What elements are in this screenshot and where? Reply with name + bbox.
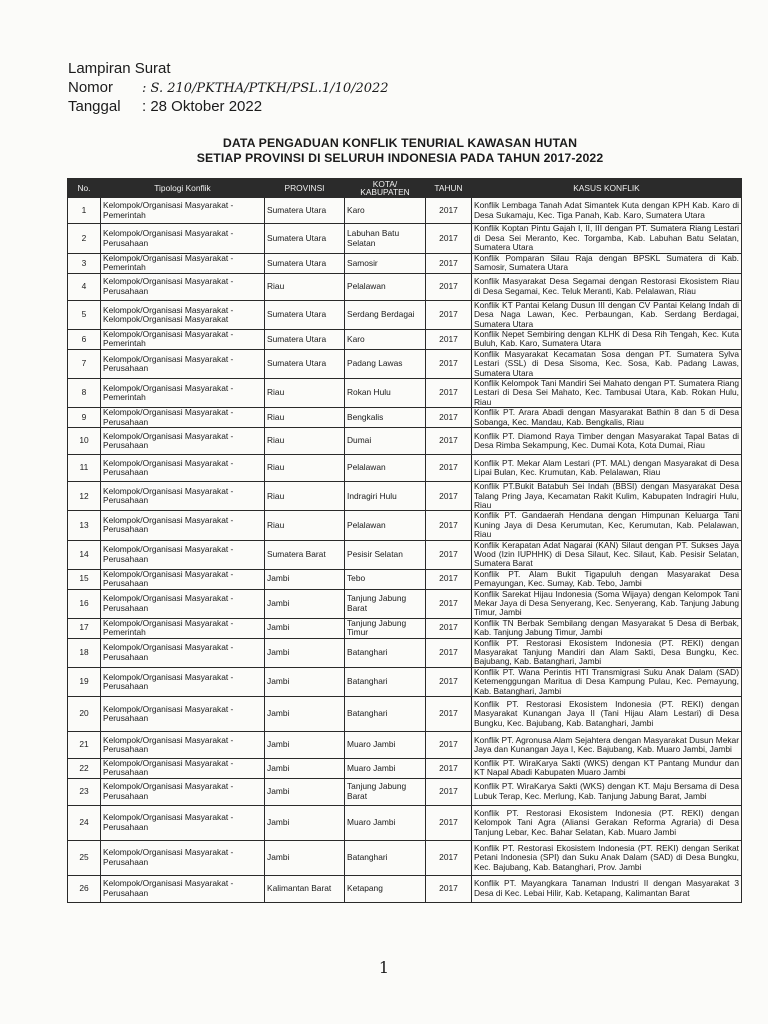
tanggal-row: [68, 98, 389, 117]
title-line-1: DATA PENGADUAN KONFLIK TENURIAL KAWASAN HUTAN: [222, 136, 578, 150]
row-kasus: Konflik PT. Restorasi Ekosistem Indonesia (PT. REKI) dengan Masyarakat Tanjung Mandiri dan Alam Sakti, Desa Bungku, Kec. Bajubang, Kab. Batanghari, Jambi: [472, 638, 742, 667]
row-provinsi: Sumatera Utara: [265, 349, 345, 378]
row-tahun: 2017: [426, 330, 472, 350]
row-provinsi: Jambi: [265, 638, 345, 667]
row-provinsi: Jambi: [265, 667, 345, 696]
table-row: [68, 589, 742, 618]
row-no: 3: [68, 254, 101, 274]
row-kota: Bengkalis: [345, 408, 426, 428]
row-tahun: 2017: [426, 273, 472, 300]
row-kasus: Konflik PT. Mekar Alam Lestari (PT. MAL) dengan Masyarakat di Desa Lipai Bulan, Kec. Krumutan, Kab. Pelalawan, Riau: [472, 455, 742, 482]
row-tipologi: Kelompok/Organisasi Masyarakat - Perusahaan: [101, 569, 265, 589]
row-kota: Batanghari: [345, 667, 426, 696]
row-tipologi: Kelompok/Organisasi Masyarakat - Perusahaan: [101, 428, 265, 455]
row-provinsi: Jambi: [265, 697, 345, 732]
row-kasus: Konflik Sarekat Hijau Indonesia (Soma Wijaya) dengan Kelompok Tani Mekar Jaya di Desa Senyerang, Kec. Senyerang, Kab. Tanjung Jabung Timur, Jambi: [472, 589, 742, 618]
row-tahun: 2017: [426, 589, 472, 618]
table-row: [68, 428, 742, 455]
row-tahun: 2017: [426, 300, 472, 329]
row-tipologi: Kelompok/Organisasi Masyarakat - Perusahaan: [101, 455, 265, 482]
col-header-no: No.: [68, 179, 101, 198]
row-no: 15: [68, 569, 101, 589]
row-kasus: Konflik KT Pantai Kelang Dusun III dengan CV Pantai Kelang Indah di Desa Naga Lawan, Kec. Perbaungan, Kab. Serdang Berdagai, Sumatera Utara: [472, 300, 742, 329]
table-row: [68, 569, 742, 589]
row-no: 24: [68, 805, 101, 840]
row-kasus: Konflik Koptan Pintu Gajah I, II, III dengan PT. Sumatera Riang Lestari di Desa Sei Meranto, Kec. Torgamba, Kab. Labuhan Batu Selatan, Sumatera Utara: [472, 224, 742, 254]
table-row: [68, 455, 742, 482]
row-provinsi: Jambi: [265, 805, 345, 840]
row-provinsi: Jambi: [265, 778, 345, 805]
table-row: [68, 618, 742, 638]
col-header-kota: KOTA/ KABUPATEN: [345, 179, 426, 198]
row-tahun: 2017: [426, 198, 472, 224]
row-provinsi: Kalimantan Barat: [265, 875, 345, 902]
row-no: 21: [68, 732, 101, 759]
row-no: 22: [68, 759, 101, 779]
row-kota: Batanghari: [345, 697, 426, 732]
table-row: [68, 511, 742, 540]
row-provinsi: Riau: [265, 273, 345, 300]
row-provinsi: Jambi: [265, 589, 345, 618]
row-tahun: 2017: [426, 569, 472, 589]
row-no: 10: [68, 428, 101, 455]
table-row: [68, 349, 742, 378]
title-line-2: SETIAP PROVINSI DI SELURUH INDONESIA PADA TAHUN 2017-2022: [196, 151, 604, 165]
row-provinsi: Jambi: [265, 618, 345, 638]
row-kasus: Konflik Kerapatan Adat Nagarai (KAN) Silaut dengan PT. Sukses Jaya Wood (Izin IUPHHK) di Desa Silaut, Kec. Silaut, Kab. Pesisir Selatan, Sumatera Barat: [472, 540, 742, 569]
table-row: [68, 379, 742, 408]
row-tipologi: Kelompok/Organisasi Masyarakat - Perusahaan: [101, 759, 265, 779]
row-no: 2: [68, 224, 101, 254]
row-provinsi: Riau: [265, 455, 345, 482]
row-kota: Tanjung Jabung Barat: [345, 589, 426, 618]
row-no: 5: [68, 300, 101, 329]
row-kota: Pelalawan: [345, 455, 426, 482]
row-no: 16: [68, 589, 101, 618]
col-header-provinsi: PROVINSI: [265, 179, 345, 198]
row-kota: Ketapang: [345, 875, 426, 902]
row-tahun: 2017: [426, 254, 472, 274]
row-tahun: 2017: [426, 618, 472, 638]
row-kota: Pesisir Selatan: [345, 540, 426, 569]
row-tipologi: Kelompok/Organisasi Masyarakat - Pemerintah: [101, 618, 265, 638]
tanggal-value: : 28 Oktober 2022: [142, 98, 263, 115]
row-tipologi: Kelompok/Organisasi Masyarakat - Perusahaan: [101, 667, 265, 696]
row-kasus: Konflik Lembaga Tanah Adat Simantek Kuta dengan KPH Kab. Karo di Desa Sukamaju, Kec. Tiga Panah, Kab. Karo, Sumatera Utara: [472, 198, 742, 224]
row-tahun: 2017: [426, 667, 472, 696]
table-row: [68, 778, 742, 805]
row-tahun: 2017: [426, 840, 472, 875]
row-tahun: 2017: [426, 482, 472, 511]
row-tipologi: Kelompok/Organisasi Masyarakat - Pemerintah: [101, 330, 265, 350]
row-provinsi: Sumatera Utara: [265, 224, 345, 254]
row-tipologi: Kelompok/Organisasi Masyarakat - Kelompok/Organisasi Masyarakat: [101, 300, 265, 329]
row-tahun: 2017: [426, 224, 472, 254]
row-kota: Tanjung Jabung Timur: [345, 618, 426, 638]
row-tipologi: Kelompok/Organisasi Masyarakat - Perusahaan: [101, 408, 265, 428]
row-kota: Karo: [345, 198, 426, 224]
row-kota: Batanghari: [345, 638, 426, 667]
row-tahun: 2017: [426, 379, 472, 408]
row-kasus: Konflik TN Berbak Sembilang dengan Masyarakat 5 Desa di Berbak, Kab. Tanjung Jabung Timur, Jambi: [472, 618, 742, 638]
row-no: 25: [68, 840, 101, 875]
col-header-kasus: KASUS KONFLIK: [472, 179, 742, 198]
row-kota: Dumai: [345, 428, 426, 455]
row-tipologi: Kelompok/Organisasi Masyarakat - Perusahaan: [101, 482, 265, 511]
row-tipologi: Kelompok/Organisasi Masyarakat - Pemerintah: [101, 254, 265, 274]
row-no: 4: [68, 273, 101, 300]
row-kasus: Konflik Masyarakat Kecamatan Sosa dengan PT. Sumatera Sylva Lestari (SSL) di Desa Sisoma, Kec. Sosa, Kab. Padang Lawas, Sumatera Utara: [472, 349, 742, 378]
row-kota: Muaro Jambi: [345, 805, 426, 840]
row-kasus: Konflik PT. Alam Bukit Tigapuluh dengan Masyarakat Desa Pemayungan, Kec. Sumay, Kab. Tebo, Jambi: [472, 569, 742, 589]
row-kasus: Konflik PT. WiraKarya Sakti (WKS) dengan KT. Maju Bersama di Desa Lubuk Terap, Kec. Merlung, Kab. Tanjung Jabung Barat, Jambi: [472, 778, 742, 805]
row-tahun: 2017: [426, 638, 472, 667]
table-row: [68, 805, 742, 840]
row-provinsi: Sumatera Utara: [265, 254, 345, 274]
row-tipologi: Kelompok/Organisasi Masyarakat - Perusahaan: [101, 540, 265, 569]
row-kota: Tanjung Jabung Barat: [345, 778, 426, 805]
row-kasus: Konflik Nepet Sembiring dengan KLHK di Desa Rih Tengah, Kec. Kuta Buluh, Kab. Karo, Sumatera Utara: [472, 330, 742, 350]
row-kota: Samosir: [345, 254, 426, 274]
row-no: 18: [68, 638, 101, 667]
lampiran-label: Lampiran Surat: [68, 60, 171, 77]
row-tahun: 2017: [426, 455, 472, 482]
table-row: [68, 224, 742, 254]
row-kasus: Konflik PT. Gandaerah Hendana dengan Himpunan Keluarga Tani Kuning Jaya di Desa Kerumutan, Kec, Kerumutan, Kab. Pelalawan, Riau: [472, 511, 742, 540]
row-tipologi: Kelompok/Organisasi Masyarakat - Perusahaan: [101, 732, 265, 759]
row-no: 13: [68, 511, 101, 540]
row-kota: Tebo: [345, 569, 426, 589]
row-tipologi: Kelompok/Organisasi Masyarakat - Perusahaan: [101, 805, 265, 840]
row-no: 23: [68, 778, 101, 805]
row-kasus: Konflik PT. Restorasi Ekosistem Indonesia (PT. REKI) dengan Serikat Petani Indonesia (SPI) dan Suku Anak Dalam (SAD) di Desa Bungku, Kec. Bajubang, Kab. Batanghari, Prov. Jambi: [472, 840, 742, 875]
row-tahun: 2017: [426, 511, 472, 540]
row-tipologi: Kelompok/Organisasi Masyarakat - Perusahaan: [101, 840, 265, 875]
row-no: 14: [68, 540, 101, 569]
row-kota: Batanghari: [345, 840, 426, 875]
table-row: [68, 254, 742, 274]
row-tahun: 2017: [426, 697, 472, 732]
row-tipologi: Kelompok/Organisasi Masyarakat - Perusahaan: [101, 224, 265, 254]
table-row: [68, 697, 742, 732]
row-kota: Serdang Berdagai: [345, 300, 426, 329]
row-provinsi: Riau: [265, 408, 345, 428]
row-kasus: Konflik Kelompok Tani Mandiri Sei Mahato dengan PT. Sumatera Riang Lestari di Desa Sei Mahato, Kec. Tambusai Utara, Kab. Rokan Hulu, Riau: [472, 379, 742, 408]
row-kasus: Konflik Masyarakat Desa Segamai dengan Restorasi Ekosistem Riau di Desa Segamai, Kec. Teluk Meranti, Kab. Pelalawan, Riau: [472, 273, 742, 300]
tanggal-label: Tanggal: [68, 98, 121, 115]
row-kasus: Konflik PT. Mayangkara Tanaman Industri II dengan Masyarakat 3 Desa di Kec. Lebai Hilir, Kab. Ketapang, Kalimantan Barat: [472, 875, 742, 902]
table-row: [68, 408, 742, 428]
row-tahun: 2017: [426, 875, 472, 902]
row-kota: Karo: [345, 330, 426, 350]
row-kasus: Konflik PT. Agronusa Alam Sejahtera dengan Masyarakat Dusun Mekar Jaya dan Kunangan Jaya I, Kec. Bajubang, Kab. Muaro Jambi, Jambi: [472, 732, 742, 759]
document-title: [60, 136, 740, 166]
row-kota: Padang Lawas: [345, 349, 426, 378]
row-no: 7: [68, 349, 101, 378]
row-provinsi: Jambi: [265, 732, 345, 759]
row-tahun: 2017: [426, 732, 472, 759]
table-row: [68, 482, 742, 511]
row-tipologi: Kelompok/Organisasi Masyarakat - Perusahaan: [101, 778, 265, 805]
row-tahun: 2017: [426, 408, 472, 428]
row-provinsi: Sumatera Utara: [265, 198, 345, 224]
letter-header: [68, 60, 389, 117]
row-kota: Labuhan Batu Selatan: [345, 224, 426, 254]
table-row: [68, 667, 742, 696]
table-row: [68, 732, 742, 759]
page-number: 1: [378, 958, 390, 977]
row-no: 12: [68, 482, 101, 511]
table-header-row: [68, 179, 742, 198]
table-row: [68, 330, 742, 350]
col-header-tipologi: Tipologi Konflik: [101, 179, 265, 198]
table-row: [68, 273, 742, 300]
row-no: 11: [68, 455, 101, 482]
row-tipologi: Kelompok/Organisasi Masyarakat - Perusahaan: [101, 511, 265, 540]
row-no: 19: [68, 667, 101, 696]
row-provinsi: Riau: [265, 511, 345, 540]
row-kasus: Konflik PT. Arara Abadi dengan Masyarakat Bathin 8 dan 5 di Desa Sobanga, Kec. Mandau, Kab. Bengkalis, Riau: [472, 408, 742, 428]
row-tipologi: Kelompok/Organisasi Masyarakat - Pemerintah: [101, 198, 265, 224]
row-kota: Muaro Jambi: [345, 732, 426, 759]
row-kasus: Konflik PT. Restorasi Ekosistem Indonesia (PT. REKI) dengan Kelompok Tani Agra (Aliansi Gerakan Reforma Agraria) di Desa Tanjung Lebar, Kec. Bahar Selatan, Kab. Muaro Jambi: [472, 805, 742, 840]
lampiran-row: [68, 60, 389, 79]
row-tahun: 2017: [426, 778, 472, 805]
table-row: [68, 540, 742, 569]
row-no: 8: [68, 379, 101, 408]
row-no: 6: [68, 330, 101, 350]
row-tipologi: Kelompok/Organisasi Masyarakat - Pemerintah: [101, 379, 265, 408]
row-tahun: 2017: [426, 349, 472, 378]
row-no: 17: [68, 618, 101, 638]
row-kota: Muaro Jambi: [345, 759, 426, 779]
row-tahun: 2017: [426, 428, 472, 455]
row-kasus: Konflik PT. WiraKarya Sakti (WKS) dengan KT Pantang Mundur dan KT Napal Abadi Kabupaten Muaro Jambi: [472, 759, 742, 779]
row-tipologi: Kelompok/Organisasi Masyarakat - Perusahaan: [101, 697, 265, 732]
row-kasus: Konflik PT. Diamond Raya Timber dengan Masyarakat Tapal Batas di Desa Rimba Sekampung, Kec. Dumai Kota, Kota Dumai, Riau: [472, 428, 742, 455]
row-no: 1: [68, 198, 101, 224]
nomor-label: Nomor: [68, 79, 114, 96]
row-kota: Indragiri Hulu: [345, 482, 426, 511]
nomor-row: [68, 79, 389, 98]
row-kasus: Konflik Pomparan Silau Raja dengan BPSKL Sumatera di Kab. Samosir, Sumatera Utara: [472, 254, 742, 274]
row-provinsi: Riau: [265, 379, 345, 408]
row-kasus: Konflik PT. Restorasi Ekosistem Indonesia (PT. REKI) dengan Masyarakat Kunangan Jaya II (Tani Hijau Alam Lestari) di Desa Bungku, Kec. Bajubang, Kab. Batanghari, Jambi: [472, 697, 742, 732]
row-provinsi: Sumatera Utara: [265, 330, 345, 350]
table-row: [68, 638, 742, 667]
row-provinsi: Jambi: [265, 759, 345, 779]
row-tahun: 2017: [426, 759, 472, 779]
row-kota: Pelalawan: [345, 511, 426, 540]
row-no: 9: [68, 408, 101, 428]
row-provinsi: Sumatera Barat: [265, 540, 345, 569]
nomor-value: : S. 210/PKTHA/PTKH/PSL.1/10/2022: [142, 81, 389, 96]
col-header-tahun: TAHUN: [426, 179, 472, 198]
konflik-table: [67, 178, 742, 903]
row-provinsi: Jambi: [265, 840, 345, 875]
row-provinsi: Sumatera Utara: [265, 300, 345, 329]
row-provinsi: Riau: [265, 482, 345, 511]
table-row: [68, 198, 742, 224]
row-no: 20: [68, 697, 101, 732]
table-row: [68, 300, 742, 329]
row-tahun: 2017: [426, 805, 472, 840]
row-tipologi: Kelompok/Organisasi Masyarakat - Perusahaan: [101, 638, 265, 667]
table-row: [68, 875, 742, 902]
row-tipologi: Kelompok/Organisasi Masyarakat - Perusahaan: [101, 875, 265, 902]
row-provinsi: Jambi: [265, 569, 345, 589]
table-row: [68, 840, 742, 875]
row-tipologi: Kelompok/Organisasi Masyarakat - Perusahaan: [101, 589, 265, 618]
row-tipologi: Kelompok/Organisasi Masyarakat - Perusahaan: [101, 349, 265, 378]
row-tipologi: Kelompok/Organisasi Masyarakat - Perusahaan: [101, 273, 265, 300]
row-kota: Pelalawan: [345, 273, 426, 300]
table-row: [68, 759, 742, 779]
row-kasus: Konflik PT.Bukit Batabuh Sei Indah (BBSI) dengan Masyarakat Desa Talang Pring Jaya, Kecamatan Rakit Kulim, Kabupaten Indragiri Hulu, Riau: [472, 482, 742, 511]
row-tahun: 2017: [426, 540, 472, 569]
row-provinsi: Riau: [265, 428, 345, 455]
row-kasus: Konflik PT. Wana Perintis HTI Transmigrasi Suku Anak Dalam (SAD) Ketemenggungan Maritua di Desa Kampung Pulau, Kec. Pemayung, Kab. Batanghari, Jambi: [472, 667, 742, 696]
row-kota: Rokan Hulu: [345, 379, 426, 408]
row-no: 26: [68, 875, 101, 902]
table-body: [68, 198, 742, 903]
